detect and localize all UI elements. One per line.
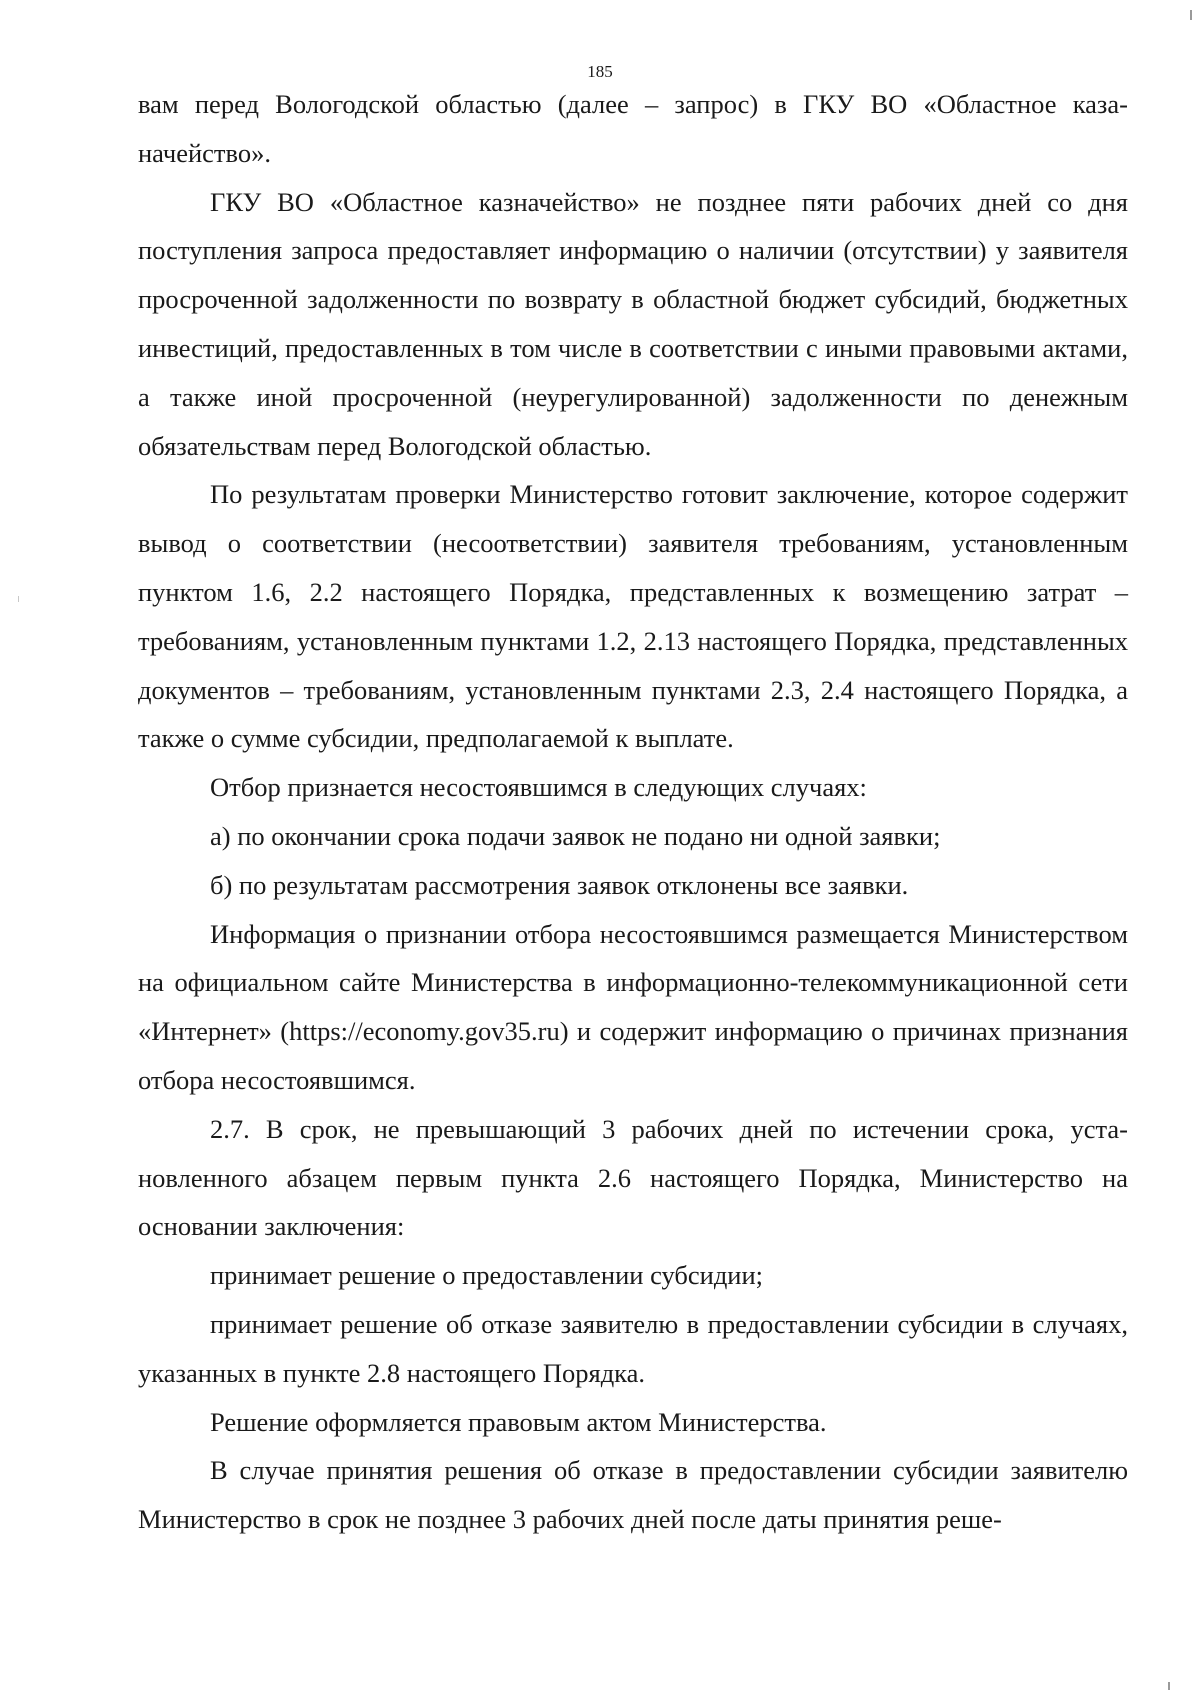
page-number: 185 <box>587 62 613 81</box>
paragraph-10: принимает решение об отказе заявителю в предоставлении субсидии в случаях, указанных в пункте 2.8 настоящего Порядка. <box>138 1308 1128 1388</box>
paragraph-9: принимает решение о предоставлении субсидии; <box>210 1260 764 1291</box>
paragraph-2: ГКУ ВО «Областное казначейство» не позднее пяти рабочих дней со дня поступления запроса предоставляет информацию о наличии (отсутствии) у заявителя просроченной задолженности по возврату в областной бюджет субсидий, бюджетных инвестиций, предоставленных в том числе в соответствии с иными правовыми актами, а также иной просроченной (неурегулированной) задолженности по денежным обязательствам перед Вологодской областью. <box>138 186 1128 461</box>
paragraph-11: Решение оформляется правовым актом Министерства. <box>210 1406 827 1437</box>
paragraph-8: 2.7. В срок, не превышающий 3 рабочих дней по истечении срока, установленного абзацем первым пункта 2.6 настоящего Порядка, Министерство на основании заключения: <box>138 1113 1128 1242</box>
list-item-b: б) по результатам рассмотрения заявок отклонены все заявки. <box>210 869 909 900</box>
scan-edge-mark-bottom <box>1168 1682 1170 1690</box>
paragraph-1: вам перед Вологодской областью (далее – запрос) в ГКУ ВО «Областное казаначейство». <box>138 89 1128 168</box>
document-body <box>138 80 1128 1544</box>
scan-speck <box>18 596 19 602</box>
paragraph-12: В случае принятия решения об отказе в предоставлении субсидии заявителю Министерство в срок не позднее 3 рабочих дней после даты принятия реше- <box>138 1455 1128 1535</box>
scan-edge-mark <box>1190 10 1192 20</box>
list-item-a: а) по окончании срока подачи заявок не подано ни одной заявки; <box>210 820 941 851</box>
paragraph-4: Отбор признается несостоявшимся в следующих случаях: <box>210 772 867 803</box>
paragraph-7: Информация о признании отбора несостоявшимся размещается Министерством на официальном сайте Министерства в информационно-телекоммуникационной сети «Интернет» (https://economy.gov35.ru) и содержит информацию о причинах признания отбора несостоявшимся. <box>138 918 1128 1095</box>
paragraph-3: По результатам проверки Министерство готовит заключение, которое содержит вывод о соответствии (несоответствии) заявителя требованиям, установленным пунктом 1.6, 2.2 настоящего Порядка, представленных к возмещению затрат – требованиям, установленным пунктами 1.2, 2.13 настоящего Порядка, представленных документов – требованиям, установленным пунктами 2.3, 2.4 настоящего Порядка, а также о сумме субсидии, предполагаемой к выплате. <box>138 479 1128 754</box>
